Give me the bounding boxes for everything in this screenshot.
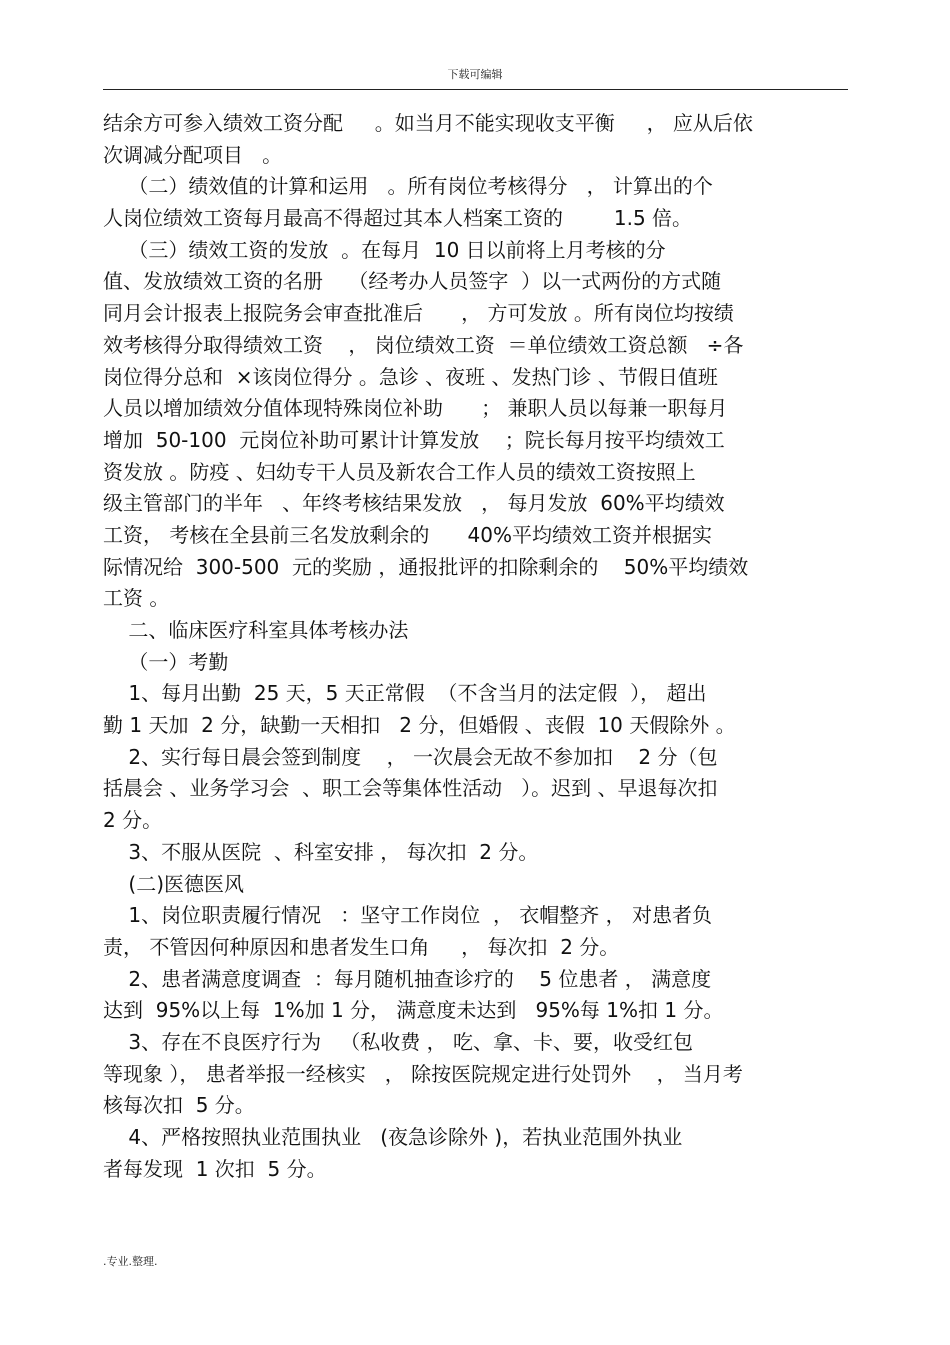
text-line: 核每次扣 5 分。 [103, 1093, 255, 1118]
text-line: 人员以增加绩效分值体现特殊岗位补助 ； 兼职人员以每兼一职每月 [103, 396, 728, 421]
text-line: 效考核得分取得绩效工资 ， 岗位绩效工资 ＝单位绩效工资总额 ÷各 [103, 332, 744, 357]
text-line: 3、不服从医院 、科室安排 ， 每次扣 2 分。 [103, 839, 539, 864]
text-line: 结余方可参入绩效工资分配 。如当月不能实现收支平衡 ， 应从后依 [103, 111, 753, 135]
text-line: 资发放 。防疫 、妇幼专干人员及新农合工作人员的绩效工资按照上 [103, 459, 696, 484]
text-line: 人岗位绩效工资每月最高不得超过其本人档案工资的 1.5 倍。 [103, 206, 693, 231]
text-line: 工资， 考核在全县前三名发放剩余的 40%平均绩效工资并根据实 [103, 522, 712, 547]
text-line: 际情况给 300-500 元的奖励 ，通报批评的扣除剩余的 50%平均绩效 [103, 554, 749, 579]
text-line: 等现象 ）， 患者举报一经核实 ， 除按医院规定进行处罚外 ， 当月考 [103, 1061, 743, 1086]
text-line: 1、每月出勤 25 天，5 天正常假 （不含当月的法定假 ）， 超出 [103, 681, 707, 706]
text-line: 3、存在不良医疗行为 （私收费 ， 吃、拿、卡、要，收受红包 [103, 1029, 693, 1054]
text-line: 2 分。 [103, 808, 163, 833]
text-line: 2、患者满意度调查 ：每月随机抽查诊疗的 5 位患者 ， 满意度 [103, 966, 712, 991]
text-line: 值、发放绩效工资的名册 （经考办人员签字 ）以一式两份的方式随 [103, 269, 722, 294]
text-line: 级主管部门的半年 、年终考核结果发放 ， 每月发放 60%平均绩效 [103, 491, 725, 516]
text-line: 岗位得分总和 ×该岗位得分 。急诊 、夜班 、发热门诊 、节假日值班 [103, 364, 718, 389]
text-line: 同月会计报表上报院务会审查批准后 ， 方可发放 。所有岗位均按绩 [103, 301, 734, 326]
text-line: 勤 1 天加 2 分，缺勤一天相扣 2 分，但婚假 、丧假 10 天假除外 。 [103, 713, 736, 738]
document-body [103, 108, 848, 1185]
text-line: (二)医德医风 [103, 871, 245, 896]
text-line: 者每发现 1 次扣 5 分。 [103, 1156, 327, 1181]
page-footer: .专业.整理. [103, 1255, 158, 1268]
header-divider [103, 89, 848, 90]
text-line: 2、实行每日晨会签到制度 ， 一次晨会无故不参加扣 2 分（包 [103, 744, 718, 769]
text-line: 增加 50-100 元岗位补助可累计计算发放 ；院长每月按平均绩效工 [103, 427, 725, 452]
text-line: 4、严格按照执业范围执业 (夜急诊除外 )，若执业范围外执业 [103, 1125, 683, 1149]
text-line: 工资 。 [103, 586, 170, 611]
text-line: （二）绩效值的计算和运用 。所有岗位考核得分 ， 计算出的个 [103, 174, 713, 199]
text-line: 达到 95%以上每 1%加 1 分， 满意度未达到 95%每 1%扣 1 分。 [103, 998, 724, 1023]
text-line: 次调减分配项目 。 [103, 142, 283, 167]
text-line: （一）考勤 [103, 649, 229, 674]
text-line: 二、临床医疗科室具体考核办法 [103, 618, 409, 642]
text-line: 括晨会 、业务学习会 、职工会等集体性活动 ）。迟到 、早退每次扣 [103, 776, 718, 801]
text-line: （三）绩效工资的发放 。在每月 10 日以前将上月考核的分 [103, 237, 666, 262]
text-line: 1、岗位职责履行情况 ：坚守工作岗位 ， 衣帽整齐 ， 对患者负 [103, 903, 713, 928]
page-header: 下载可编辑 [447, 68, 503, 81]
text-line: 责， 不管因何种原因和患者发生口角 ， 每次扣 2 分。 [103, 934, 620, 959]
